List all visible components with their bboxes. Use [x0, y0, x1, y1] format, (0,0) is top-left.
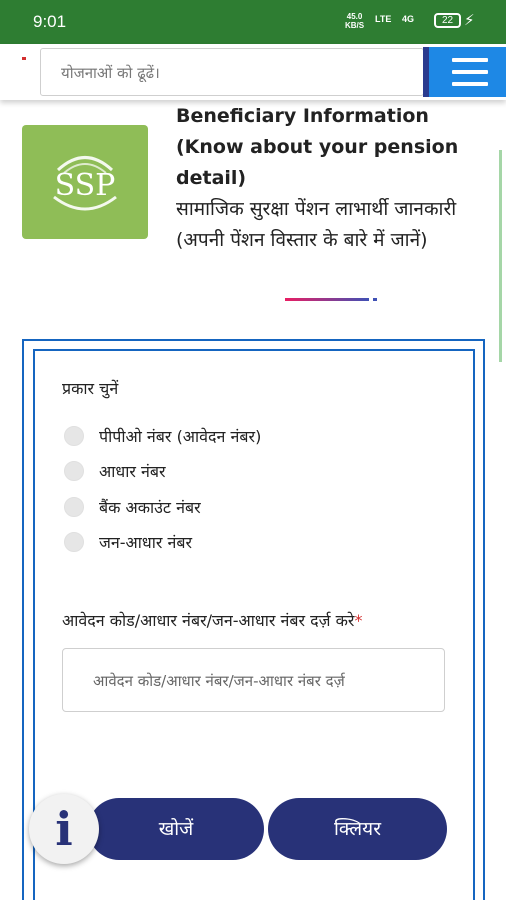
page-title — [176, 101, 476, 256]
menu-bar — [452, 82, 488, 86]
4g-signal-icon: 4G — [402, 14, 415, 24]
battery-icon: 22 — [434, 13, 461, 28]
network-speed: 45.0 KB/S — [345, 12, 365, 30]
clear-button[interactable]: क्लियर — [268, 798, 447, 860]
radio-option-aadhaar[interactable] — [64, 458, 166, 484]
brand-mark — [22, 57, 26, 60]
status-bar — [0, 0, 506, 44]
hamburger-menu-icon[interactable] — [429, 47, 506, 97]
scroll-indicator — [499, 150, 502, 362]
id-input-placeholder: आवेदन कोड/आधार नंबर/जन-आधार नंबर दर्ज़ — [93, 672, 345, 690]
ssp-logo — [22, 125, 148, 239]
lte-signal-icon: LTE — [375, 14, 392, 24]
menu-bar — [452, 70, 488, 74]
radio-button[interactable] — [64, 532, 84, 552]
scheme-search-input[interactable] — [40, 48, 424, 96]
radio-label[interactable]: पीपीओ नंबर (आवेदन नंबर) — [99, 427, 262, 446]
status-time: 9:01 — [33, 12, 67, 31]
id-number-input[interactable] — [62, 648, 445, 712]
radio-button[interactable] — [64, 497, 84, 517]
app-header — [0, 44, 506, 100]
radio-option-bank-account[interactable] — [64, 494, 201, 520]
radio-button[interactable] — [64, 461, 84, 481]
info-icon[interactable]: i — [55, 802, 73, 856]
ssp-logo-graphic — [22, 125, 148, 239]
title-underline — [285, 298, 369, 301]
radio-option-ppo[interactable] — [64, 423, 261, 449]
radio-button[interactable] — [64, 426, 84, 446]
type-select-label: प्रकार चुनें — [62, 379, 119, 398]
charging-bolt-icon: ⚡ — [464, 11, 475, 29]
info-button[interactable] — [29, 794, 99, 864]
search-placeholder: योजनाओं को ढूढें। — [61, 64, 160, 82]
radio-label[interactable]: जन-आधार नंबर — [99, 533, 193, 552]
title-underline-dot — [373, 298, 377, 301]
required-asterisk: * — [354, 611, 363, 630]
radio-label[interactable]: आधार नंबर — [99, 462, 166, 481]
search-button[interactable]: खोजें — [88, 798, 264, 860]
menu-button[interactable] — [423, 47, 506, 97]
title-hindi: सामाजिक सुरक्षा पेंशन लाभार्थी जानकारी (अपनी पेंशन विस्तार के बारे में जानें) — [176, 198, 457, 251]
menu-bar — [452, 58, 488, 62]
radio-label[interactable]: बैंक अकाउंट नंबर — [99, 498, 201, 517]
title-english: Beneficiary Information (Know about your pension detail) — [176, 105, 459, 189]
radio-option-jan-aadhaar[interactable] — [64, 529, 192, 555]
logo-text: SSP — [54, 168, 116, 203]
id-field-label: आवेदन कोड/आधार नंबर/जन-आधार नंबर दर्ज़ करे* — [62, 611, 363, 630]
